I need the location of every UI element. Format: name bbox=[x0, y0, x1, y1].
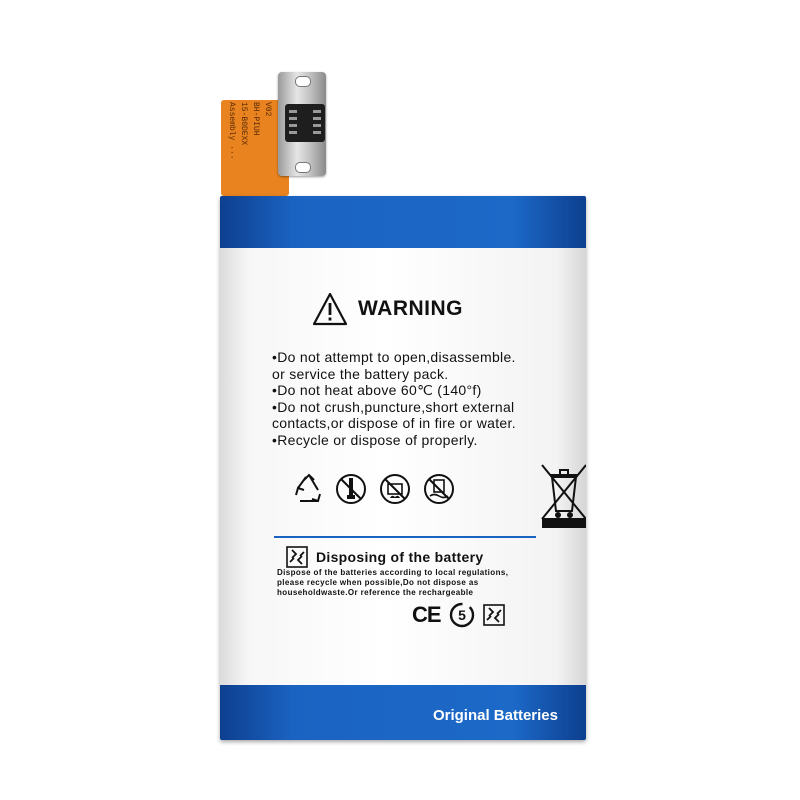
warning-title: WARNING bbox=[358, 297, 463, 320]
warning-line: or service the battery pack. bbox=[272, 365, 449, 382]
warning-line: contacts,or dispose of in fire or water. bbox=[272, 415, 516, 431]
bin-underline bbox=[542, 518, 586, 528]
warning-line: •Do not heat above 60℃ (140°f) bbox=[272, 382, 482, 398]
no-disassemble-icon bbox=[334, 472, 368, 506]
flex-cable-line: BH-PIUH bbox=[251, 102, 260, 136]
disposal-title: Disposing of the battery bbox=[316, 549, 484, 565]
board-connector bbox=[285, 104, 325, 142]
flex-cable-line: Assembly ··· bbox=[227, 102, 236, 160]
brand-label: Original Batteries bbox=[432, 707, 558, 724]
certification-marks bbox=[412, 602, 505, 628]
flex-cable-line: 15-B0DEXX bbox=[239, 102, 248, 146]
warning-list bbox=[272, 349, 572, 448]
bracket-hole bbox=[295, 162, 311, 173]
warning-heading bbox=[312, 292, 463, 326]
eco-period-icon bbox=[449, 602, 475, 628]
battery-recycle-icon bbox=[483, 604, 505, 626]
bracket-hole bbox=[295, 76, 311, 87]
divider bbox=[274, 536, 536, 538]
disposal-line: householdwaste.Or reference the rechargeable bbox=[277, 588, 474, 597]
bottom-blue-band bbox=[220, 685, 586, 740]
disposal-line: Dispose of the batteries according to local regulations, bbox=[277, 568, 509, 577]
warning-line: •Do not crush,puncture,short external bbox=[272, 398, 515, 415]
flex-cable-line: V02 bbox=[263, 102, 272, 117]
no-water-icon bbox=[422, 472, 456, 506]
disposal-text bbox=[277, 568, 508, 598]
disposal-line: please recycle when possible,Do not dispose as bbox=[277, 578, 479, 587]
warning-line: •Do not attempt to open,disassemble. bbox=[272, 349, 516, 365]
no-fire-icon bbox=[378, 472, 412, 506]
ce-mark: CE bbox=[412, 602, 441, 627]
warning-triangle-icon bbox=[312, 292, 348, 326]
warning-line: •Recycle or dispose of properly. bbox=[272, 431, 478, 448]
disposal-heading bbox=[286, 546, 483, 568]
battery-body bbox=[220, 196, 586, 740]
recycle-icon bbox=[292, 472, 326, 506]
battery-disposal-icon bbox=[286, 546, 308, 568]
eco-period-number: 5 bbox=[457, 607, 466, 623]
top-blue-band bbox=[220, 196, 586, 248]
